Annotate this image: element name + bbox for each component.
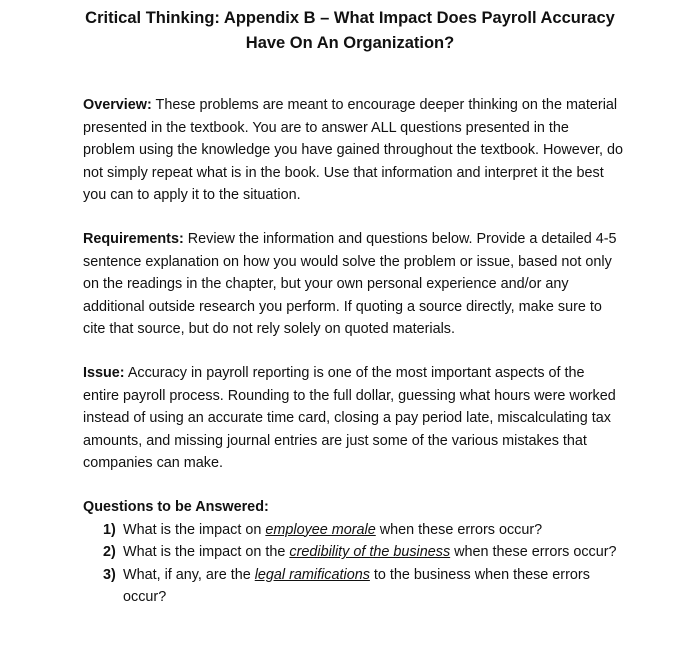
question-text-before: What, if any, are the (123, 566, 255, 583)
question-item (83, 541, 623, 564)
question-number: 3) (103, 566, 116, 583)
document-title (0, 6, 700, 56)
question-text-after: when these errors occur? (375, 521, 543, 538)
question-text-after: to the business when these errors occur? (123, 566, 590, 606)
requirements-section (83, 228, 623, 341)
question-emphasis: credibility of the business (289, 544, 451, 561)
overview-text: These problems are meant to encourage deeper thinking on the material presented in the textbook. You are to answer ALL questions presented in the problem using the knowledge you have gained throughout the textbook. However, do not simply repeat what is in the book. Use that information and interpret it the best you can to apply it to the situation. (83, 97, 624, 204)
questions-heading: Questions to be Answered: (83, 499, 269, 515)
question-text-after: when these errors occur? (450, 544, 617, 561)
requirements-text: Review the information and questions below. Provide a detailed 4-5 sentence explanation on how you would solve the problem or issue, based not only on the readings in the chapter, but your own personal experience and/or any additional outside research you perform. If quoting a source directly, make sure to cite that source, but do not rely solely on quoted materials. (83, 231, 617, 338)
question-number: 1) (103, 521, 116, 538)
question-text-before: What is the impact on (123, 521, 266, 538)
question-item (83, 519, 623, 542)
overview-label: Overview: (83, 97, 152, 113)
issue-section (83, 362, 623, 475)
question-item (83, 564, 623, 609)
requirements-label: Requirements: (83, 231, 184, 247)
issue-label: Issue: (83, 365, 125, 381)
title-line-1: Critical Thinking: Appendix B – What Impact Does Payroll Accuracy (85, 9, 615, 27)
question-text-before: What is the impact on the (123, 544, 290, 561)
question-emphasis: legal ramifications (254, 566, 370, 583)
overview-section (83, 94, 623, 207)
questions-section (83, 496, 623, 609)
issue-text: Accuracy in payroll reporting is one of the most important aspects of the entire payroll process. Rounding to the full dollar, guessing what hours were worked instead of using an accurate time card, closing a pay period late, miscalculating tax amounts, and missing journal entries are just some of the various mistakes that companies can make. (83, 365, 616, 472)
question-number: 2) (103, 544, 116, 561)
questions-list (83, 519, 623, 609)
title-line-2: Have On An Organization? (245, 34, 455, 52)
question-emphasis: employee morale (265, 521, 376, 538)
